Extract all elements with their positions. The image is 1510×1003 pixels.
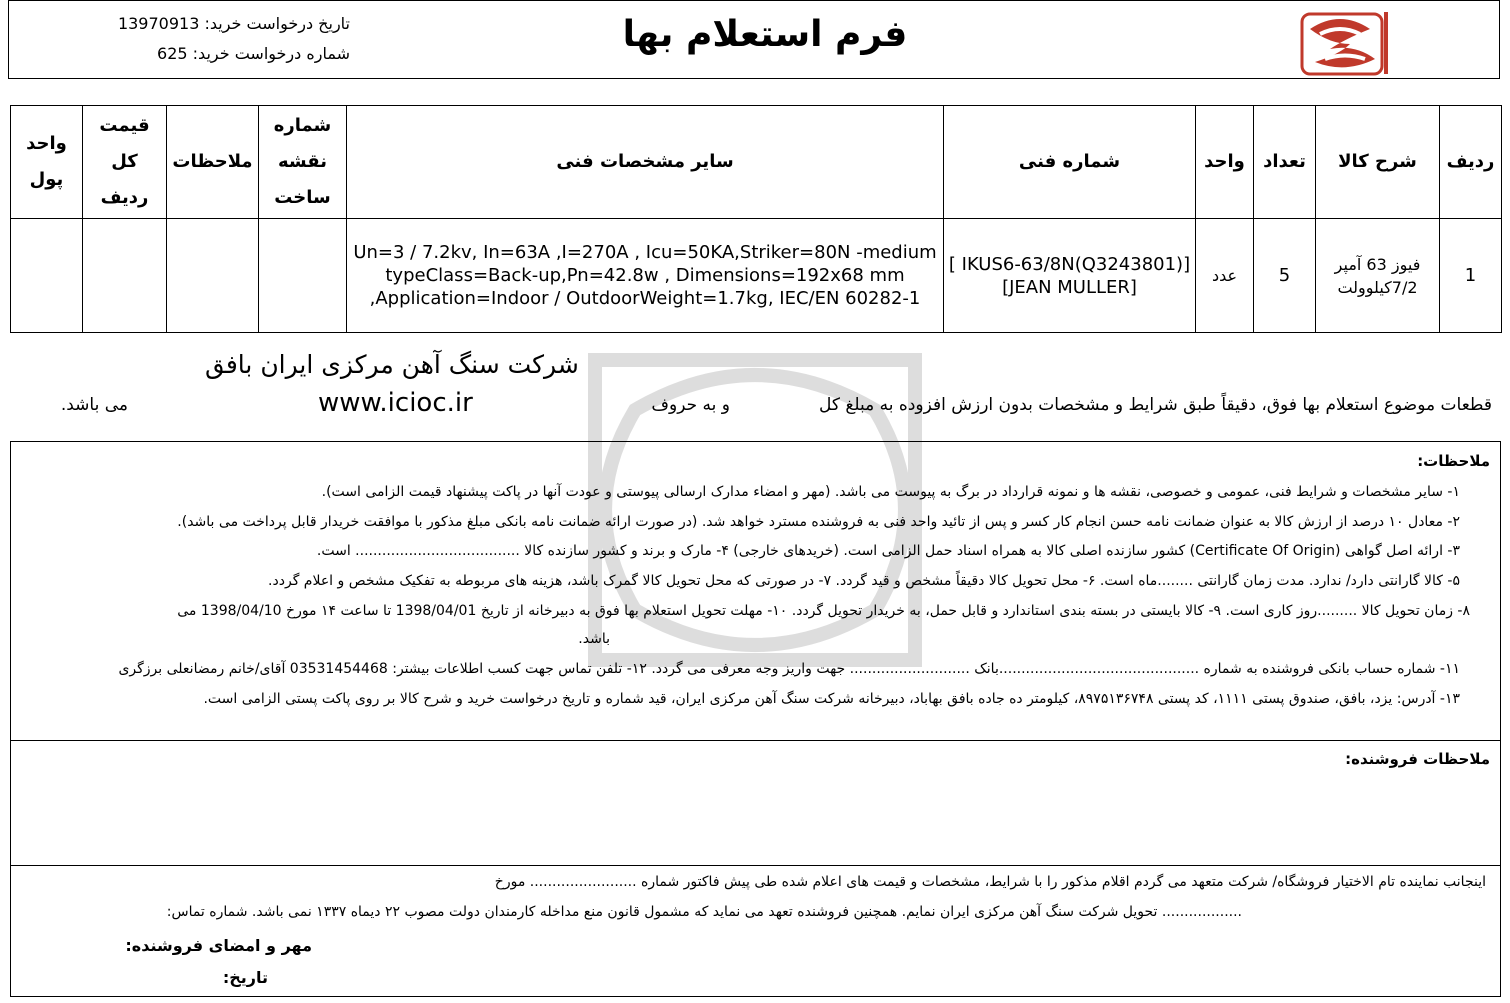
company-url: www.icioc.ir: [318, 388, 473, 418]
cell-specs: Un=3 / 7.2kv, In=63A ,I=270A , Icu=50KA,Striker=80N -medium typeClass=Back-up,Pn=42.8w , Dimensions=192x68 mm ,Application=Indoor / OutdoorWeight=1.7kg, IEC/EN 60282-1: [347, 219, 944, 333]
notes-title: ملاحظات:: [1417, 452, 1490, 470]
note-line-5: ۸- زمان تحویل کالا .........روز کاری است. ۹- کالا بایستی در بسته بندی استاندارد و قابل حمل، به خریدار تحویل گردد. ۱۰- مهلت تحویل استعلام بها فوق به دبیرخانه از تاریخ 1398/04/01 تا ساعت ۱۴ مورخ 1398/04/10 می: [177, 603, 1470, 619]
col-header-drawing-no: شماره نقشه ساخت: [259, 106, 347, 219]
col-header-specs: سایر مشخصات فنی: [347, 106, 944, 219]
note-line-3: ۳- ارائه اصل گواهی (Certificate Of Origin) کشور سازنده اصلی کالا به همراه اسناد حمل الزامی است. (خریدهای خارجی) ۴- مارک و برند و کشور سازنده کالا ..................................... است.: [316, 543, 1460, 559]
items-table: [10, 105, 1502, 333]
col-header-unit: واحد: [1196, 106, 1254, 219]
cell-quantity: 5: [1254, 219, 1316, 333]
col-header-quantity: تعداد: [1254, 106, 1316, 219]
cell-description: فیوز 63 آمپر 7/2کیلوولت: [1316, 219, 1440, 333]
cell-remarks: [167, 219, 259, 333]
col-header-currency: واحد پول: [11, 106, 83, 219]
col-header-row-no: ردیف: [1440, 106, 1502, 219]
col-header-total-price: قیمت کل ردیف: [83, 106, 167, 219]
col-header-remarks: ملاحظات: [167, 106, 259, 219]
note-line-2: ۲- معادل ۱۰ درصد از ارزش کالا به عنوان ضمانت نامه حسن انجام کار کسر و پس از تائید واحد فنی به فروشنده مسترد خواهد شد. (در صورت ارائه ضمانت نامه بانکی مبلغ مذکور با موافقت خریدار قابل پرداخت می باشد).: [177, 514, 1460, 530]
purchase-number: شماره درخواست خرید: 625: [157, 44, 350, 63]
note-line-7: ۱۱- شماره حساب بانکی فروشنده به شماره .............................................بانک ........................... جهت واریز وجه معرفی می گردد. ۱۲- تلفن تماس جهت کسب اطلاعات بیشتر: 03531454468 آقای/خانم رمضانعلی برزگری: [118, 661, 1460, 677]
seller-seal-signature: مهر و امضای فروشنده:: [125, 936, 312, 955]
statement-end: می باشد.: [60, 395, 128, 415]
seller-separator: [11, 865, 1500, 866]
notes-box: [10, 441, 1501, 997]
statement-in-words: و به حروف: [651, 395, 730, 415]
undertaking-line-1: اینجانب نماینده تام الاختیار فروشگاه/ شرکت متعهد می گردم اقلام مذکور را با شرایط، مشخصات و قیمت های اعلام شده طی پیش فاکتور شماره ........................ مورخ: [494, 874, 1486, 890]
undertaking-line-2: .................. تحویل شرکت سنگ آهن مرکزی ایران نمایم. همچنین فروشنده تعهد می نماید که مشمول قانون منع مداخله کارمندان دولت مصوب ۲۲ دیماه ۱۳۳۷ نمی باشد. شماره تماس:: [166, 904, 1242, 920]
col-header-tech-number: شماره فنی: [944, 106, 1196, 219]
seller-date: تاریخ:: [222, 968, 268, 987]
table-row: [11, 219, 1502, 333]
company-name: شرکت سنگ آهن مرکزی ایران بافق: [205, 350, 579, 379]
statement-amount: قطعات موضوع استعلام بها فوق، دقیقاً طبق شرایط و مشخصات بدون ارزش افزوده به مبلغ کل: [819, 395, 1492, 415]
notes-separator: [11, 740, 1500, 741]
cell-tech-number: [ IKUS6-63/8N(Q3243801)] [JEAN MULLER]: [944, 219, 1196, 333]
cell-row-no: 1: [1440, 219, 1502, 333]
cell-unit: عدد: [1196, 219, 1254, 333]
cell-total-price: [83, 219, 167, 333]
note-line-1: ۱- سایر مشخصات و شرایط فنی، عمومی و خصوصی، نقشه ها و نمونه قرارداد در برگ به پیوست می باشد. (مهر و امضاء مدارک ارسالی پیوستی و عودت آنها در پاکت پیشنهاد قیمت الزامی است).: [321, 484, 1460, 500]
seller-notes-title: ملاحظات فروشنده:: [1345, 750, 1490, 768]
page-title: فرم استعلام بها: [622, 14, 908, 55]
col-header-description: شرح کالا: [1316, 106, 1440, 219]
note-line-8: ۱۳- آدرس: یزد، بافق، صندوق پستی ۱۱۱۱، کد پستی ۸۹۷۵۱۳۶۷۴۸، کیلومتر ده جاده بافق بهاباد، دبیرخانه شرکت سنگ آهن مرکزی ایران، قید شماره و تاریخ درخواست خرید و شرح کالا بر روی پاکت پستی الزامی است.: [203, 691, 1460, 707]
company-logo-icon: [1300, 4, 1390, 76]
purchase-date: تاریخ درخواست خرید: 13970913: [117, 14, 350, 33]
table-header-row: [11, 106, 1502, 219]
note-line-4: ۵- کالا گارانتی دارد/ ندارد. مدت زمان گارانتی ........ماه است. ۶- محل تحویل کالا دقیقاً مشخص و قید گردد. ۷- در صورتی که محل تحویل کالا گمرک باشد، هزینه های مربوطه به تفکیک مشخص و اعلام گردد.: [268, 573, 1460, 589]
cell-drawing-no: [259, 219, 347, 333]
note-line-6: باشد.: [578, 631, 610, 647]
cell-currency: [11, 219, 83, 333]
